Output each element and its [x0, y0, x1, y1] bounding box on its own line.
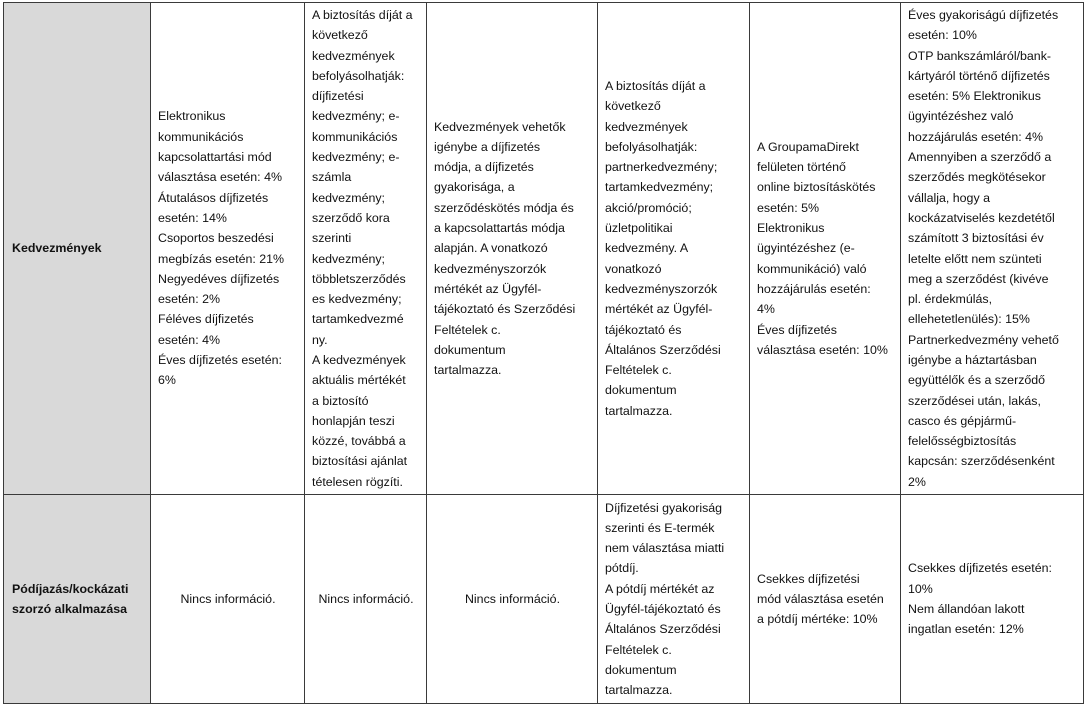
- cell-line: közzé, továbbá a: [312, 434, 406, 449]
- cell-line: tartalmazza.: [605, 403, 673, 418]
- cell-line: többletszerződés: [312, 271, 406, 286]
- table-cell: [427, 495, 598, 704]
- cell-line: gyakorisága, a: [434, 180, 515, 195]
- table-cell: [901, 495, 1084, 704]
- row-header-text: szorzó alkalmazása: [12, 602, 128, 616]
- discount-comparison-table: [3, 2, 1084, 704]
- row-header-cell: [4, 495, 151, 704]
- cell-line: üzletpolitikai: [605, 221, 673, 236]
- table-row-podijazas: [4, 495, 1084, 704]
- cell-line: online biztosításkötés: [757, 180, 876, 195]
- cell-line: Nincs információ.: [318, 591, 414, 606]
- cell-line: 10%: [908, 581, 933, 596]
- cell-line: kommunikáció) való: [757, 261, 867, 276]
- cell-line: kártyáról történő díjfizetés: [908, 68, 1050, 83]
- cell-line: kommunikációs: [158, 129, 244, 144]
- cell-line: következő: [312, 28, 368, 43]
- cell-line: esetén: 10%: [908, 28, 977, 43]
- cell-line: számla: [312, 170, 352, 185]
- cell-line: mértékét az Ügyfél-: [434, 281, 542, 296]
- cell-line: akció/promóció;: [605, 200, 692, 215]
- cell-line: pótdíj.: [605, 561, 639, 576]
- cell-line: megbízás esetén: 21%: [158, 251, 285, 266]
- cell-line: dokumentum: [605, 662, 677, 677]
- cell-line: es kedvezmény;: [312, 292, 402, 307]
- cell-line: kedvezmény;: [312, 190, 386, 205]
- cell-line: igénybe a díjfizetés: [434, 139, 541, 154]
- cell-line: Nincs információ.: [464, 591, 561, 606]
- cell-line: Negyedéves díjfizetés: [158, 271, 280, 286]
- cell-line: Csoportos beszedési: [158, 231, 274, 246]
- cell-line: biztosítási ajánlat: [312, 454, 408, 469]
- cell-line: A GroupamaDirekt: [757, 139, 859, 154]
- cell-line: tartamkedvezmény;: [605, 180, 714, 195]
- table-cell: [151, 495, 305, 704]
- cell-line: ügyintézéshez való: [908, 109, 1014, 124]
- cell-line: 2%: [908, 474, 926, 489]
- cell-line: ingatlan esetén: 12%: [908, 622, 1024, 637]
- cell-line: szerinti és E-termék: [605, 520, 715, 535]
- cell-line: esetén: 14%: [158, 210, 227, 225]
- cell-line: tételesen rögzíti.: [312, 474, 403, 489]
- cell-line: esetén: 4%: [158, 332, 220, 347]
- cell-line: kedvezmény;: [312, 251, 386, 266]
- cell-line: esetén: 5% Elektronikus: [908, 89, 1041, 104]
- cell-line: befolyásolhatják:: [605, 139, 698, 154]
- cell-line: kockázatviselés kezdetétől: [908, 210, 1055, 225]
- cell-line: ügyintézéshez (e-: [757, 241, 855, 256]
- cell-line: Általános Szerződési: [605, 622, 721, 637]
- cell-line: ny.: [312, 332, 328, 347]
- cell-line: Nem állandóan lakott: [908, 602, 1025, 616]
- cell-line: következő: [605, 99, 661, 114]
- table-row-kedvezmenyek: [4, 3, 1084, 495]
- cell-line: 4%: [757, 302, 775, 317]
- cell-line: nem választása miatti: [605, 541, 725, 556]
- cell-line: tájékoztató és Szerződési: [434, 302, 576, 317]
- cell-line: Éves díjfizetés: [757, 322, 837, 337]
- cell-line: szerződéskötés módja és: [434, 200, 574, 215]
- cell-line: a biztosító: [312, 393, 369, 408]
- cell-line: 6%: [158, 373, 176, 388]
- cell-line: hozzájárulás esetén: 4%: [908, 129, 1044, 144]
- cell-line: Feltételek c.: [605, 642, 672, 657]
- cell-line: tartamkedvezmé: [312, 312, 404, 327]
- cell-line: Amennyiben a szerződő a: [908, 150, 1052, 165]
- cell-line: honlapján teszi: [312, 413, 395, 428]
- row-header-text: Pódíjazás/kockázati: [12, 581, 129, 596]
- table-cell: [151, 3, 305, 495]
- cell-line: választása esetén: 4%: [158, 170, 282, 185]
- table-cell: [427, 3, 598, 495]
- cell-line: A pótdíj mértékét az: [605, 581, 715, 596]
- cell-line: tartalmazza.: [605, 683, 673, 698]
- cell-line: letelte előtt nem szünteti: [908, 251, 1042, 266]
- cell-line: a pótdíj mértéke: 10%: [757, 612, 878, 627]
- cell-line: felületen történő: [757, 160, 846, 175]
- table-cell: [750, 3, 901, 495]
- cell-line: választása esetén: 10%: [757, 342, 888, 357]
- cell-line: díjfizetési: [312, 89, 364, 104]
- cell-line: Csekkes díjfizetési: [757, 571, 860, 586]
- cell-line: esetén: 5%: [757, 200, 819, 215]
- cell-line: Nincs információ.: [180, 591, 276, 606]
- cell-line: kedvezmények: [605, 119, 688, 134]
- cell-line: Kedvezmények vehetők: [434, 119, 566, 134]
- cell-line: dokumentum: [605, 383, 677, 398]
- cell-line: mértékét az Ügyfél-: [605, 302, 713, 317]
- cell-line: tájékoztató és: [605, 322, 682, 337]
- cell-line: A kedvezmények: [312, 352, 406, 367]
- cell-line: dokumentum: [434, 342, 506, 357]
- cell-line: módja, a díjfizetés: [434, 160, 534, 175]
- cell-line: szerződő kora: [312, 210, 390, 225]
- row-header-text: Kedvezmények: [12, 241, 102, 256]
- cell-line: igénybe a háztartásban: [908, 352, 1037, 367]
- cell-line: aktuális mértékét: [312, 373, 406, 388]
- cell-line: Éves gyakoriságú díjfizetés: [908, 7, 1059, 22]
- table-cell: [598, 495, 750, 704]
- cell-line: kedvezményszorzók: [434, 261, 547, 276]
- cell-line: kedvezmény; e-: [312, 150, 400, 165]
- cell-line: a kapcsolattartás módja: [434, 221, 565, 236]
- cell-line: Éves díjfizetés esetén:: [158, 352, 282, 367]
- cell-line: kapcsán: szerződésenként: [908, 454, 1055, 469]
- cell-line: vállalja, hogy a: [908, 190, 990, 205]
- cell-line: A biztosítás díját a: [605, 78, 706, 93]
- cell-line: ellehetetlenülés): 15%: [908, 312, 1030, 327]
- table-cell: [598, 3, 750, 495]
- cell-line: szerződés megkötésekor: [908, 170, 1046, 185]
- cell-line: kedvezmények: [312, 48, 395, 63]
- table-cell: [750, 495, 901, 704]
- cell-line: OTP bankszámláról/bank-: [908, 48, 1052, 63]
- cell-line: vonatkozó: [605, 261, 662, 276]
- cell-line: mód választása esetén: [757, 591, 884, 606]
- table-cell: [305, 495, 427, 704]
- cell-line: hozzájárulás esetén:: [757, 281, 871, 296]
- cell-line: partnerkedvezmény;: [605, 160, 718, 175]
- table-cell: [305, 3, 427, 495]
- cell-line: Elektronikus: [158, 109, 226, 124]
- cell-line: Díjfizetési gyakoriság: [605, 500, 723, 515]
- cell-line: casco és gépjármű-: [908, 413, 1017, 428]
- cell-line: tartalmazza.: [434, 363, 502, 378]
- cell-line: Ügyfél-tájékoztató és: [605, 602, 721, 616]
- cell-line: kedvezmény. A: [605, 241, 689, 256]
- cell-line: Elektronikus: [757, 221, 825, 236]
- cell-line: Csekkes díjfizetés esetén:: [908, 561, 1052, 576]
- cell-line: kapcsolattartási mód: [158, 150, 272, 165]
- cell-line: Feltételek c.: [434, 322, 501, 337]
- cell-line: együttélők és a szerződő: [908, 373, 1046, 388]
- row-header-cell: [4, 3, 151, 495]
- cell-line: A biztosítás díját a: [312, 7, 413, 22]
- cell-line: Féléves díjfizetés: [158, 312, 254, 327]
- cell-line: Feltételek c.: [605, 363, 672, 378]
- cell-line: kedvezmény; e-: [312, 109, 400, 124]
- cell-line: kedvezményszorzók: [605, 281, 718, 296]
- cell-line: Partnerkedvezmény vehető: [908, 332, 1059, 347]
- cell-line: felelősségbiztosítás: [908, 434, 1017, 449]
- table-cell: [901, 3, 1084, 495]
- cell-line: Általános Szerződési: [605, 342, 721, 357]
- cell-line: befolyásolhatják:: [312, 68, 405, 83]
- cell-line: Átutalásos díjfizetés: [158, 190, 269, 205]
- cell-line: szerinti: [312, 231, 352, 246]
- cell-line: számított 3 biztosítási év: [908, 231, 1044, 246]
- cell-line: alapján. A vonatkozó: [434, 241, 548, 256]
- cell-line: esetén: 2%: [158, 292, 220, 307]
- cell-line: szerződései után, lakás,: [908, 393, 1041, 408]
- cell-line: meg a szerződést (kivéve: [908, 271, 1049, 286]
- cell-line: pl. érdekmúlás,: [908, 292, 993, 307]
- cell-line: kommunikációs: [312, 129, 398, 144]
